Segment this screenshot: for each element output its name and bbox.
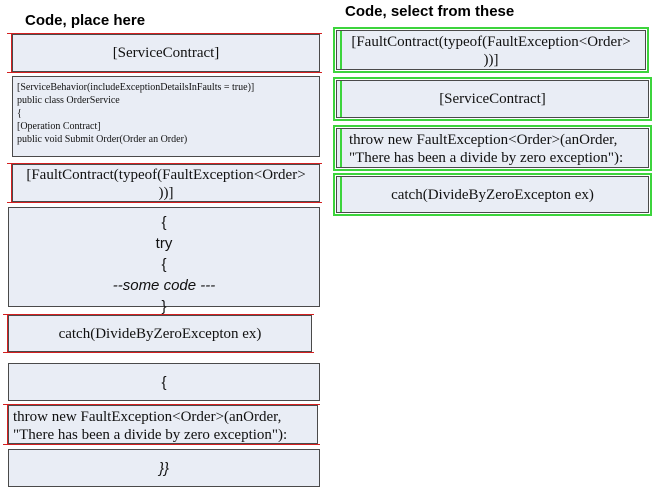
placed-throw[interactable] — [8, 405, 318, 444]
select-catch[interactable] — [336, 176, 649, 213]
placed-fault-contract-line-1: [FaultContract(typeof(FaultException<Order> — [26, 167, 306, 183]
placed-close-braces-label: }} — [158, 459, 170, 477]
select-fault-contract-line-1: [FaultContract(typeof(FaultException<Order> — [351, 34, 631, 50]
try-line-3: { — [161, 256, 167, 273]
placed-service-contract[interactable] — [12, 34, 320, 72]
select-catch-label: catch(DivideByZeroExcepton ex) — [391, 186, 594, 203]
placed-throw-line-1: throw new FaultException<Order>(anOrder, — [13, 409, 282, 425]
placed-try-block[interactable] — [8, 207, 320, 315]
place-heading: Code, place here — [25, 12, 146, 29]
placed-open-brace-label: { — [161, 373, 167, 391]
select-throw[interactable] — [336, 128, 649, 168]
try-line-5: } — [161, 298, 167, 315]
behavior-line-3: { — [17, 108, 22, 119]
select-fault-contract[interactable] — [336, 30, 646, 70]
behavior-line-2: public class OrderService — [17, 95, 120, 106]
try-line-2: try — [155, 235, 173, 252]
placed-service-contract-label: [ServiceContract] — [112, 45, 220, 61]
placed-open-brace[interactable] — [8, 363, 320, 401]
select-service-contract[interactable] — [336, 80, 649, 118]
select-throw-line-1: throw new FaultException<Order>(anOrder, — [349, 132, 618, 148]
behavior-line-4: [Operation Contract] — [17, 121, 101, 132]
placed-fault-contract-line-2: ))] — [158, 185, 174, 201]
try-line-1: { — [161, 214, 167, 231]
select-service-contract-label: [ServiceContract] — [439, 91, 546, 107]
placed-close-braces[interactable] — [8, 449, 320, 487]
placed-service-behavior[interactable] — [12, 76, 320, 157]
select-fault-contract-line-2: ))] — [483, 52, 499, 68]
placed-throw-line-2: "There has been a divide by zero exception"): — [13, 427, 288, 443]
behavior-line-5: public void Submit Order(Order an Order) — [17, 134, 188, 145]
behavior-line-1: [ServiceBehavior(includeExceptionDetailsInFaults = true)] — [17, 82, 255, 93]
select-heading: Code, select from these — [345, 3, 515, 20]
select-throw-line-2: "There has been a divide by zero exception"): — [349, 150, 624, 166]
placed-fault-contract[interactable] — [12, 164, 320, 202]
try-line-4: --some code --- — [112, 277, 216, 294]
placed-catch[interactable] — [8, 315, 312, 352]
placed-catch-label: catch(DivideByZeroExcepton ex) — [58, 325, 262, 342]
